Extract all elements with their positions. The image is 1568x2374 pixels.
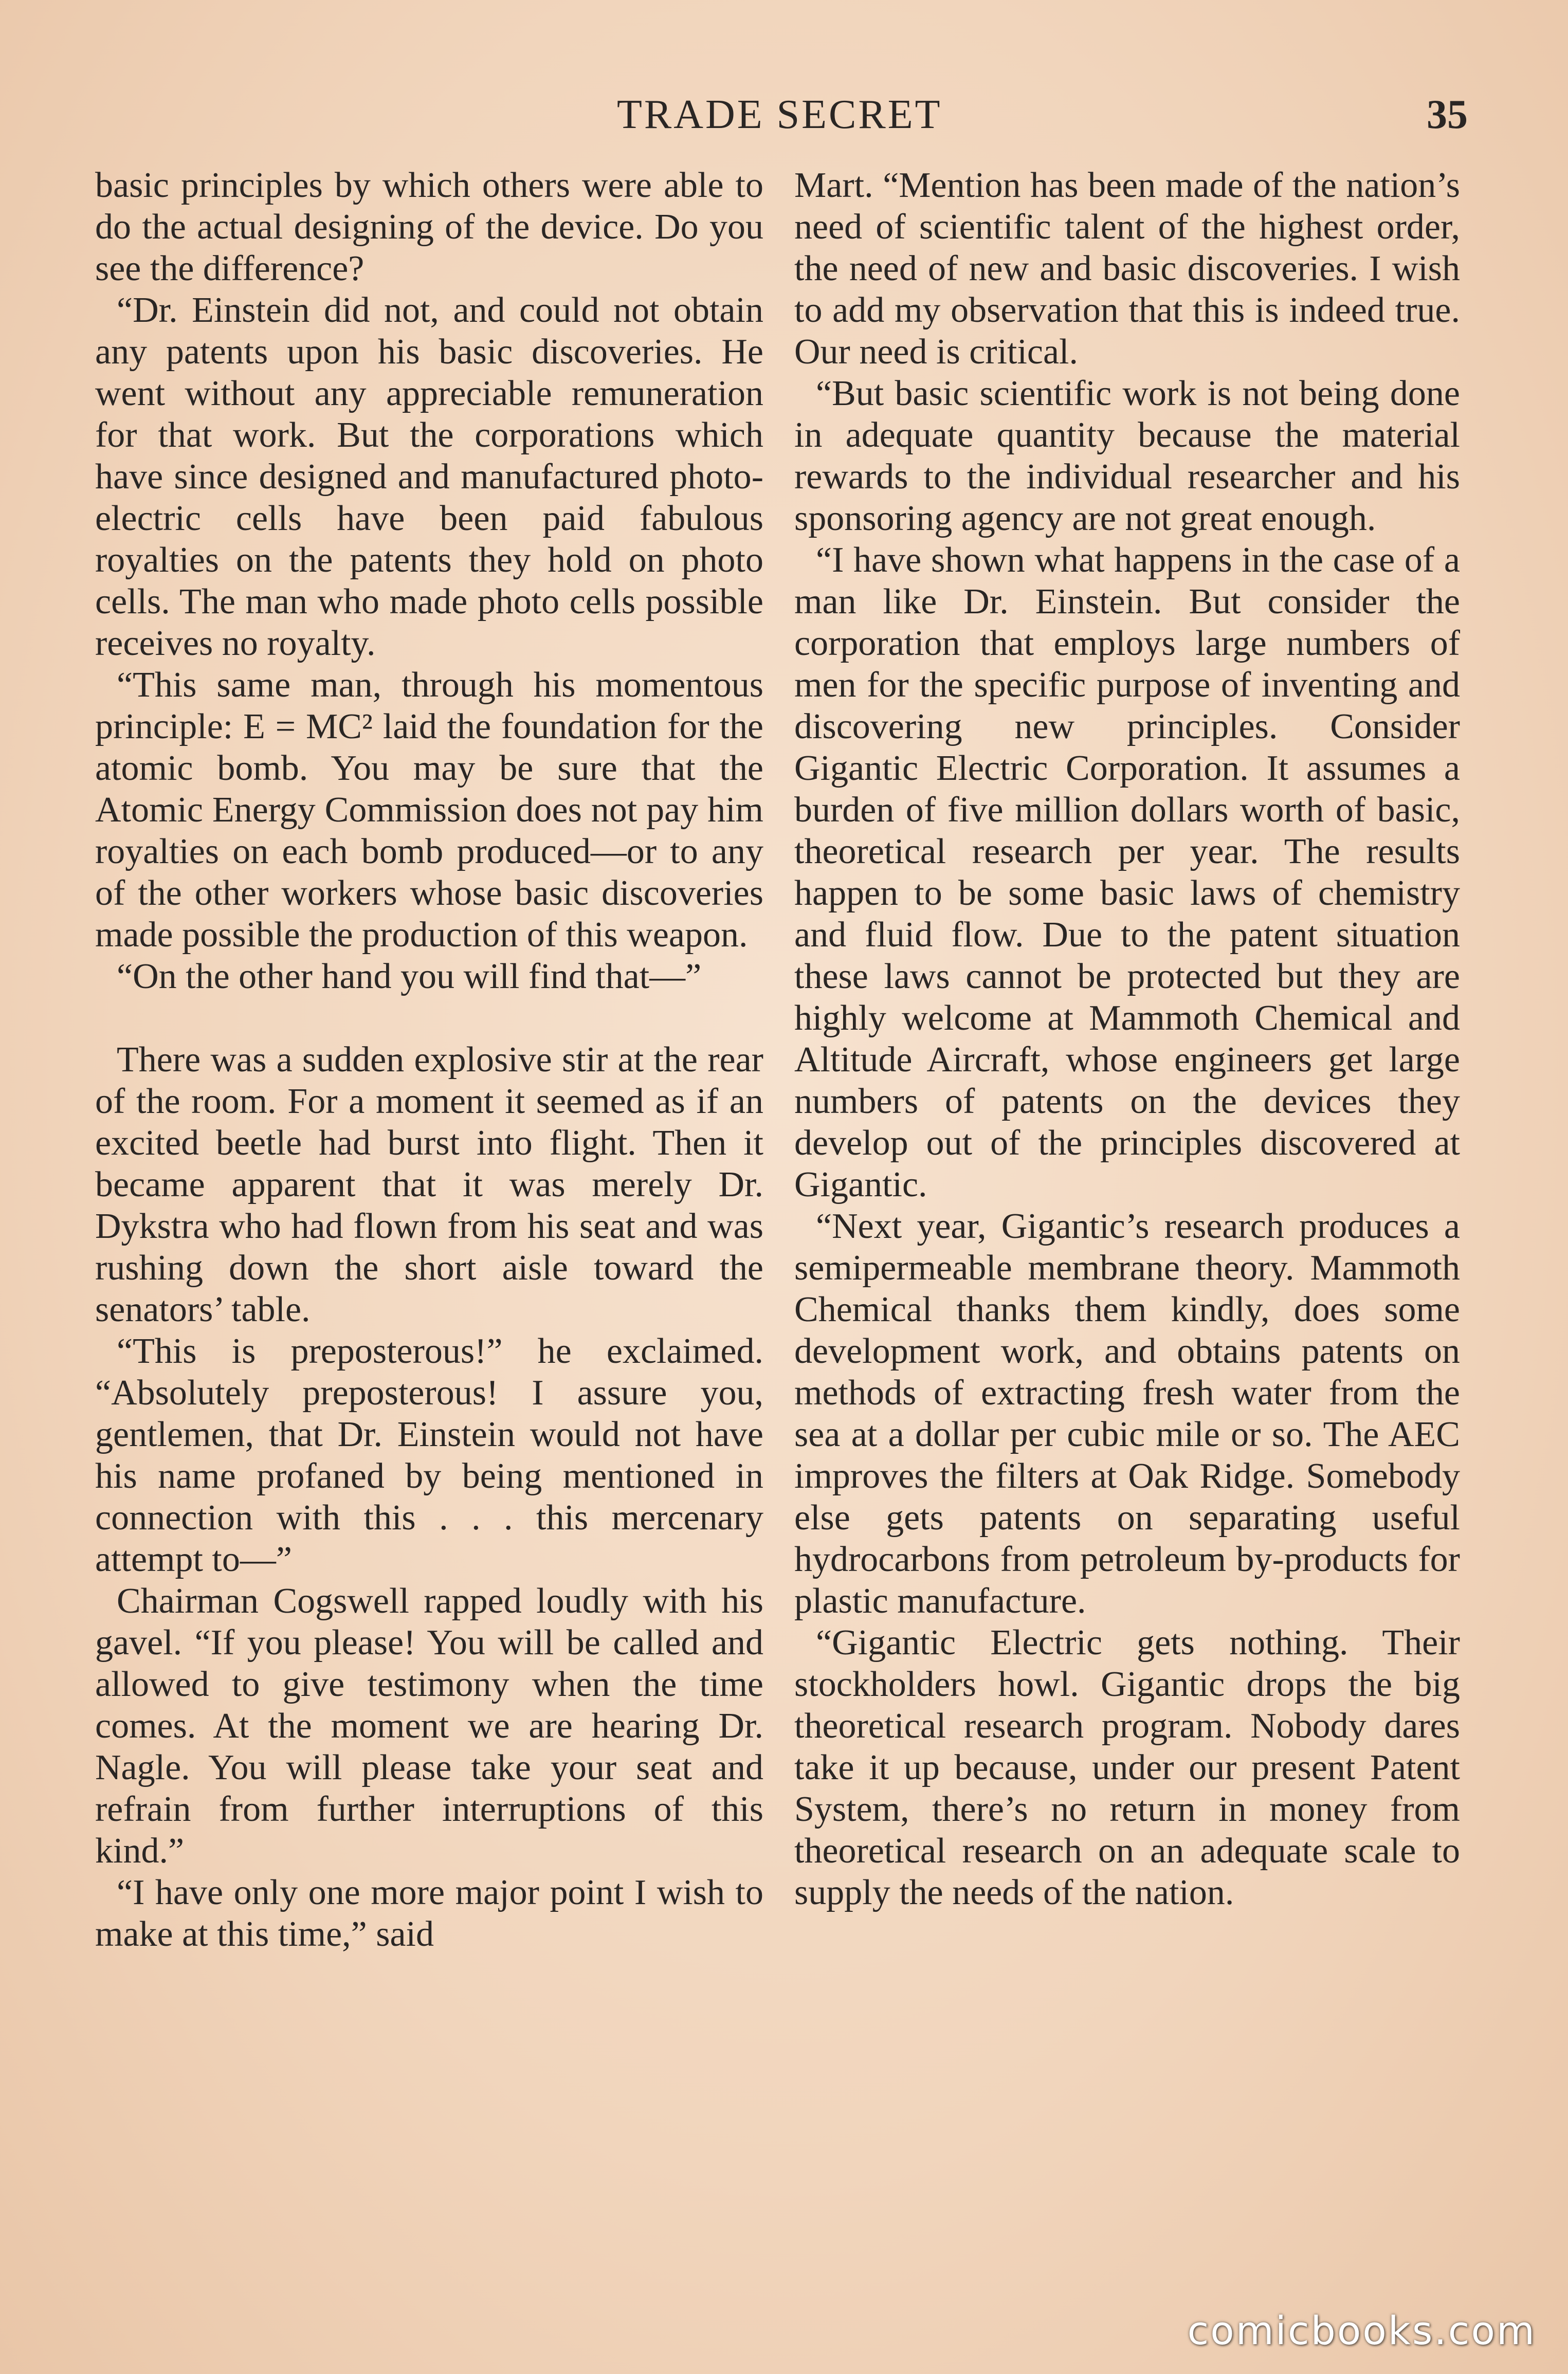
running-title: TRADE SECRET xyxy=(617,92,942,137)
watermark: comicbooks.com xyxy=(1187,2308,1536,2353)
paragraph: “This same man, through his momentous principle: E = MC² laid the foundation for the atomic bomb. You may be sure that the Atomic Energy Commission does not pay him royalties on each bomb produced—or to any of the other workers whose basic discoveries made possible the production of this weapon. xyxy=(95,665,763,955)
paragraph: “But basic scientific work is not being done in adequate quantity because the material rewards to the individual researcher and his sponsoring agency are not great enough. xyxy=(794,374,1460,538)
paragraph: “Gigantic Electric gets nothing. Their stockholders howl. Gigantic drops the big theoretical research program. Nobody dares take it up because, under our present Patent System, there’s no return in money from theoretical research on an adequate scale to supply the needs of the nation. xyxy=(794,1623,1460,1912)
paragraph: “Next year, Gigantic’s research produces a semipermeable membrane theory. Mammoth Chemical thanks them kindly, does some development work, and obtains patents on methods of extracting fresh water from the sea at a dollar per cubic mile or so. The AEC improves the filters at Oak Ridge. Somebody else gets patents on separating useful hydrocarbons from petroleum by-products for plastic manufacture. xyxy=(794,1207,1460,1621)
running-head xyxy=(0,86,1568,143)
paragraph: “Dr. Einstein did not, and could not obtain any patents upon his basic discoveries. He went without any appreciable remuneration for that work. But the corporations which have since designed and manufactured photoelectric cells have been paid fabulous royalties on the patents they hold on photo cells. The man who made photo cells possible receives no royalty. xyxy=(95,290,763,663)
paragraph: “I have only one more major point I wish to make at this time,” said xyxy=(95,1873,763,1954)
paragraph: “On the other hand you will find that—” xyxy=(117,957,702,996)
paragraph: basic principles by which others were able to do the actual designing of the device. Do you see the difference? xyxy=(95,166,763,288)
paragraph: There was a sudden explosive stir at the rear of the room. For a moment it seemed as if an excited beetle had burst into flight. Then it became apparent that it was merely Dr. Dykstra who had flown from his seat and was rushing down the short aisle toward the senators’ table. xyxy=(95,1040,763,1329)
paragraph: Mart. “Mention has been made of the nation’s need of scientific talent of the highest order, the need of new and basic discoveries. I wish to add my observation that this is indeed true. Our need is critical. xyxy=(794,166,1460,372)
left-column xyxy=(95,165,763,1955)
paragraph: “I have shown what happens in the case of a man like Dr. Einstein. But consider the corporation that employs large numbers of men for the specific purpose of inventing and discovering new principles. Consider Gigantic Electric Corporation. It assumes a burden of five million dollars worth of basic, theoretical research per year. The results happen to be some basic laws of chemistry and fluid flow. Due to the patent situation these laws cannot be protected but they are highly welcome at Mammoth Chemical and Altitude Aircraft, whose engineers get large numbers of patents on the devices they develop out of the principles discovered at Gigantic. xyxy=(794,540,1460,1204)
right-column xyxy=(794,165,1460,1913)
paragraph: “This is preposterous!” he exclaimed. “Absolutely preposterous! I assure you, gentlemen, that Dr. Einstein would not have his name profaned by being mentioned in connection with this . . . this mercenary attempt to—” xyxy=(95,1331,763,1579)
page-number: 35 xyxy=(1427,92,1468,137)
paragraph: Chairman Cogswell rapped loudly with his gavel. “If you please! You will be called and allowed to give testimony when the time comes. At the moment we are hearing Dr. Nagle. You will please take your seat and refrain from further interruptions of this kind.” xyxy=(95,1581,763,1871)
